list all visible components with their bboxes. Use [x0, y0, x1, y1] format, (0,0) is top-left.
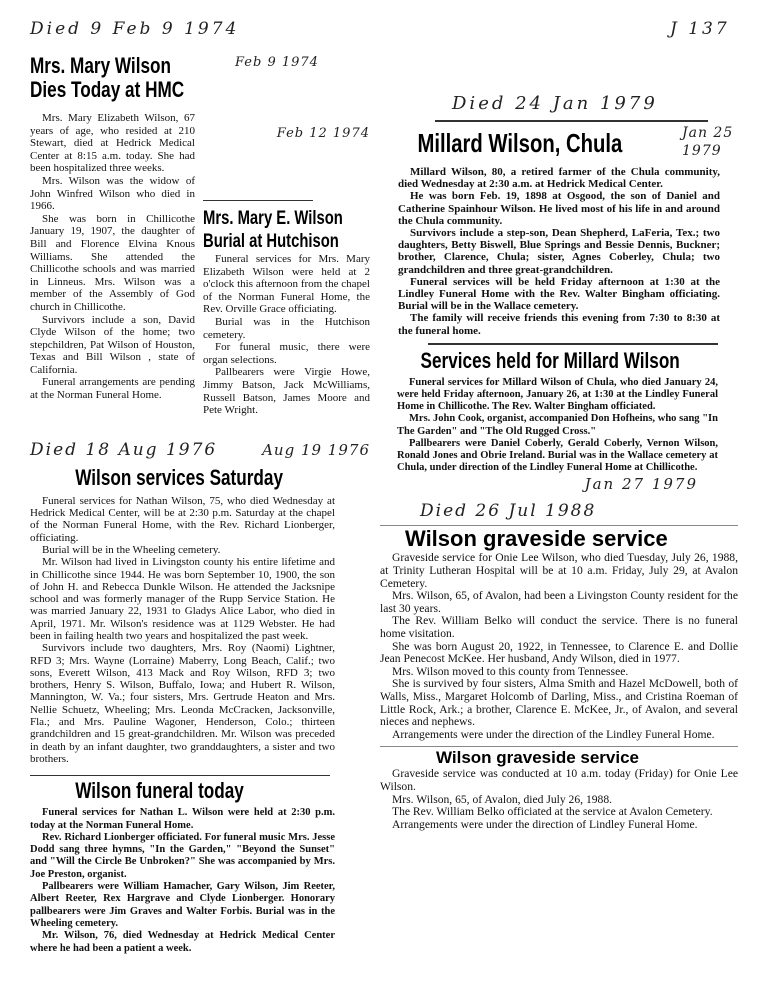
- article-paragraph: Millard Wilson, 80, a retired farmer of the Chula community, died Wednesday at 2:30 a.m. at Hedrick Medical Center.: [398, 166, 720, 191]
- article-body: [30, 495, 335, 766]
- article-paragraph: The Rev. William Belko officiated at the service at Avalon Cemetery.: [392, 805, 713, 819]
- article-heading: Wilson services Saturday: [75, 464, 284, 490]
- article-heading: Wilson graveside service: [436, 748, 640, 768]
- article-paragraph: Survivors include a step-son, Dean Shepherd, LaFeria, Tex.; two daughters, Betty Biswell, Blue Springs and Bessie Dennis, Buckner; brother, Clarence, Chula; sister, Agnes Coberley, Chula; two grandchildren and three great-grandchildren.: [398, 227, 720, 276]
- article-paragraph: Survivors include a son, David Clyde Wilson of the home; two stepchildren, Pat Wilson of Houston, Texas and Bill Wilson , state of California.: [30, 313, 195, 376]
- divider: [435, 120, 708, 122]
- left-column: [30, 18, 370, 955]
- article-paragraph: The family will receive friends this evening from 7:30 to 8:30 at the funeral home.: [398, 312, 720, 337]
- article-heading: Wilson funeral today: [75, 778, 244, 804]
- handwritten-date: Feb 12 1974: [276, 126, 370, 141]
- article-paragraph: Funeral services for Millard Wilson of Chula, who died January 24, were held Friday afternoon, January 26, at 1:30 at the Lindley Funeral Home in Chillicothe. The Rev. Walter Bingham officiated.: [397, 376, 718, 413]
- article-paragraph: Mrs. Wilson, 65, of Avalon, had been a Livingston County resident for the last 30 years.: [380, 589, 738, 615]
- article-paragraph: Rev. Richard Lionberger officiated. For funeral music Mrs. Jesse Dodd sang three hymns, "In the Garden," "Beyond the Sunset" and "Will the Circle Be Unbroken?" She was accompanied by Mrs. Joe Preston, organist.: [30, 831, 335, 880]
- article-paragraph: Mr. Wilson, 76, died Wednesday at Hedrick Medical Center where he had been a patient a week.: [30, 930, 335, 954]
- heading-line: Mrs. Mary Wilson: [30, 53, 171, 78]
- article-body: [203, 253, 370, 417]
- article-heading: Services held for Millard Wilson: [420, 347, 680, 373]
- article-body: [397, 377, 718, 475]
- article-paragraph: She was born in Chillicothe January 19, 1907, the daughter of Bill and Florence Elvina Knous Williams. She attended the Chillicothe schools and was married in Linneus. Mrs. Wilson was a member of the Assembly of God church in Chillicothe.: [30, 212, 195, 313]
- article-body: [30, 112, 195, 402]
- article-paragraph: Funeral services for Nathan L. Wilson were held at 2:30 p.m. today at the Norman Funeral Home.: [30, 807, 335, 831]
- article-heading: [30, 53, 185, 104]
- mary-articles-row: [30, 54, 370, 417]
- article-body: [380, 768, 738, 831]
- article-paragraph: Arrangements were under the direction of the Lindley Funeral Home.: [392, 727, 715, 741]
- article-paragraph: She is survived by four sisters, Alma Smith and Hazel McDowell, both of Walls, Miss., Margaret Holcomb of Darling, Miss., and Cristina Roeman of Little Rock, Ark.; a brother, Clarence E. McKee, Jr., of Avalon, and several nieces and nephews.: [380, 677, 738, 729]
- article-paragraph: He was born Feb. 19, 1898 at Osgood, the son of Daniel and Catherine Spainhour Wilson. He lived most of his life in and around the Chula community.: [398, 190, 720, 227]
- handwritten-death-date: Died 18 Aug 1976: [30, 439, 218, 460]
- handwritten-date: Feb 9 1974: [235, 55, 319, 70]
- article-paragraph: Mrs. John Cook, organist, accompanied Don Hofheins, who sang "In The Garden" and "The Old Rugged Cross.": [397, 413, 718, 437]
- article-paragraph: Burial was in the Hutchison cemetery.: [203, 315, 370, 341]
- article-paragraph: Graveside service was conducted at 10 a.m. today (Friday) for Onie Lee Wilson.: [380, 767, 738, 793]
- article-body: [398, 166, 720, 337]
- article-paragraph: Funeral services for Nathan Wilson, 75, who died Wednesday at Hedrick Medical Center, will be at 2:30 p.m. Saturday at the chapel of the Norman Funeral Home, with the Rev. Richard Lionberger, officiating.: [30, 494, 335, 544]
- handwritten-date: Jan 27 1979: [584, 475, 698, 494]
- article-paragraph: Survivors include two daughters, Mrs. Roy (Naomi) Lightner, RFD 3; Mrs. Wayne (Lorraine) Maberry, Long Beach, Calif.; two sons, Everett Wilson, 413 Mack and Roy Wilson, RFD 3; two brothers, Henry S. Wilson, Buffalo, Iowa; and Hubert R. Wilson, Mannington, W. Va.; four sisters, Mrs. Gertrude Heaton and Mrs. Nellie Schuetz, Wheeling; Mrs. Leonda McCracken, Jacksonville, Fla.; and Mrs. Pauline Wagoner, Henderson, Colo.; thirteen grandchildren and 15 great-grandchildren. Mr. Wilson was preceded in death by an infant daughter, two granddaughters, a sister and two brothers.: [30, 642, 335, 765]
- article-heading: [203, 207, 343, 253]
- article-mary-burial: [203, 54, 370, 417]
- heading-line: Mrs. Mary E. Wilson: [203, 208, 343, 229]
- article-paragraph: Mr. Wilson had lived in Livingston county his entire lifetime and in Chillicothe since 1944. He was born September 10, 1900, the son of John H. and Rebecca Dunkle Wilson. He attended the Jacksnipe school and was formerly manager of the Rupp Service Station. He was married January 22, 1931 to Gladys Alice Labor, who died in April, 1971. Mr. Wilson's residence was at 1129 Webster. He had been in failing health two years and hospitalized the past week.: [30, 556, 335, 642]
- article-paragraph: Funeral arrangements are pending at the Norman Funeral Home.: [30, 376, 195, 402]
- handwritten-death-date: Died 9 Feb 9 1974: [30, 19, 240, 39]
- handwritten-page-number: J 137: [670, 19, 730, 39]
- heading-line: Dies Today at HMC: [30, 77, 185, 102]
- millard-heading-row: [380, 126, 738, 162]
- article-paragraph: Mrs. Wilson was the widow of John Winfred Wilson who died in 1966.: [30, 174, 195, 213]
- article-paragraph: She was born August 20, 1922, in Tennessee, to Clarence E. and Dollie Jean Penecost McKee. Her husband, Andy Wilson, died in 1977.: [380, 639, 738, 666]
- right-column: [380, 92, 738, 831]
- article-heading: Millard Wilson, Chula: [417, 128, 623, 158]
- article-paragraph: Mrs. Wilson, 65, of Avalon, died July 26, 1988.: [392, 792, 613, 806]
- handwritten-death-date: Died 26 Jul 1988: [420, 501, 597, 522]
- heading-line: Burial at Hutchison: [203, 231, 339, 252]
- handwritten-death-date: Died 24 Jan 1979: [452, 93, 658, 114]
- article-paragraph: For funeral music, there were organ selections.: [203, 341, 370, 366]
- handwritten-date: Aug 19 1976: [262, 440, 370, 459]
- article-paragraph: Arrangements were under the direction of Lindley Funeral Home.: [392, 817, 698, 831]
- article-paragraph: Funeral services for Mrs. Mary Elizabeth Wilson were held at 2 o'clock this afternoon from the chapel of the Norman Funeral Home, the Rev. Orville Grace officiating.: [203, 253, 370, 316]
- article-paragraph: Burial will be in the Wheeling cemetery.: [42, 543, 221, 556]
- article-heading: Wilson graveside service: [405, 526, 668, 552]
- divider: [203, 200, 313, 201]
- article-mary-dies: [30, 54, 195, 402]
- divider: [428, 343, 718, 345]
- nathan-date-row: [30, 439, 370, 461]
- article-body: [380, 552, 738, 741]
- article-paragraph: Pallbearers were William Hamacher, Gary Wilson, Jim Reeter, Albert Reeter, Rex Hargrave and Clyde Lionberger. Honorary pallbearers were Jim Graves and Walter Forbis. Burial was in the Wheeling cemetery.: [30, 881, 335, 929]
- article-paragraph: Mrs. Mary Elizabeth Wilson, 67 years of age, who resided at 210 Stewart, died at Hedrick Medical Center at 8:15 a.m. today. She had been hospitalized three weeks.: [30, 112, 195, 175]
- article-paragraph: Pallbearers were Daniel Coberly, Gerald Coberly, Vernon Wilson, Ronald Jones and Obrie Ireland. Burial was in the Wallace cemetery at Chula, under direction of the Lindley Funeral Home at Chillicothe.: [397, 437, 718, 474]
- article-body: [30, 807, 335, 955]
- article-paragraph: Graveside service for Onie Lee Wilson, who died Tuesday, July 26, 1988, at Trinity Lutheran Hospital will be at 10 a.m. Friday, July 29, at Avalon Cemetery.: [380, 551, 738, 590]
- article-paragraph: Funeral services will be held Friday afternoon at 1:30 at the Lindley Funeral Home with the Rev. Walter Bingham officiating. Burial will be in the Wallace cemetery.: [398, 275, 720, 313]
- article-paragraph: The Rev. William Belko will conduct the service. There is no funeral home visitation.: [380, 614, 738, 641]
- handwritten-date: Jan 25 1979: [682, 125, 734, 159]
- article-paragraph: Pallbearers were Virgie Howe, Jimmy Batson, Jack McWilliams, Russell Batson, James Moore and Pete Wright.: [203, 366, 370, 417]
- article-paragraph: Mrs. Wilson moved to this county from Tennessee.: [392, 664, 629, 678]
- divider: [30, 775, 330, 776]
